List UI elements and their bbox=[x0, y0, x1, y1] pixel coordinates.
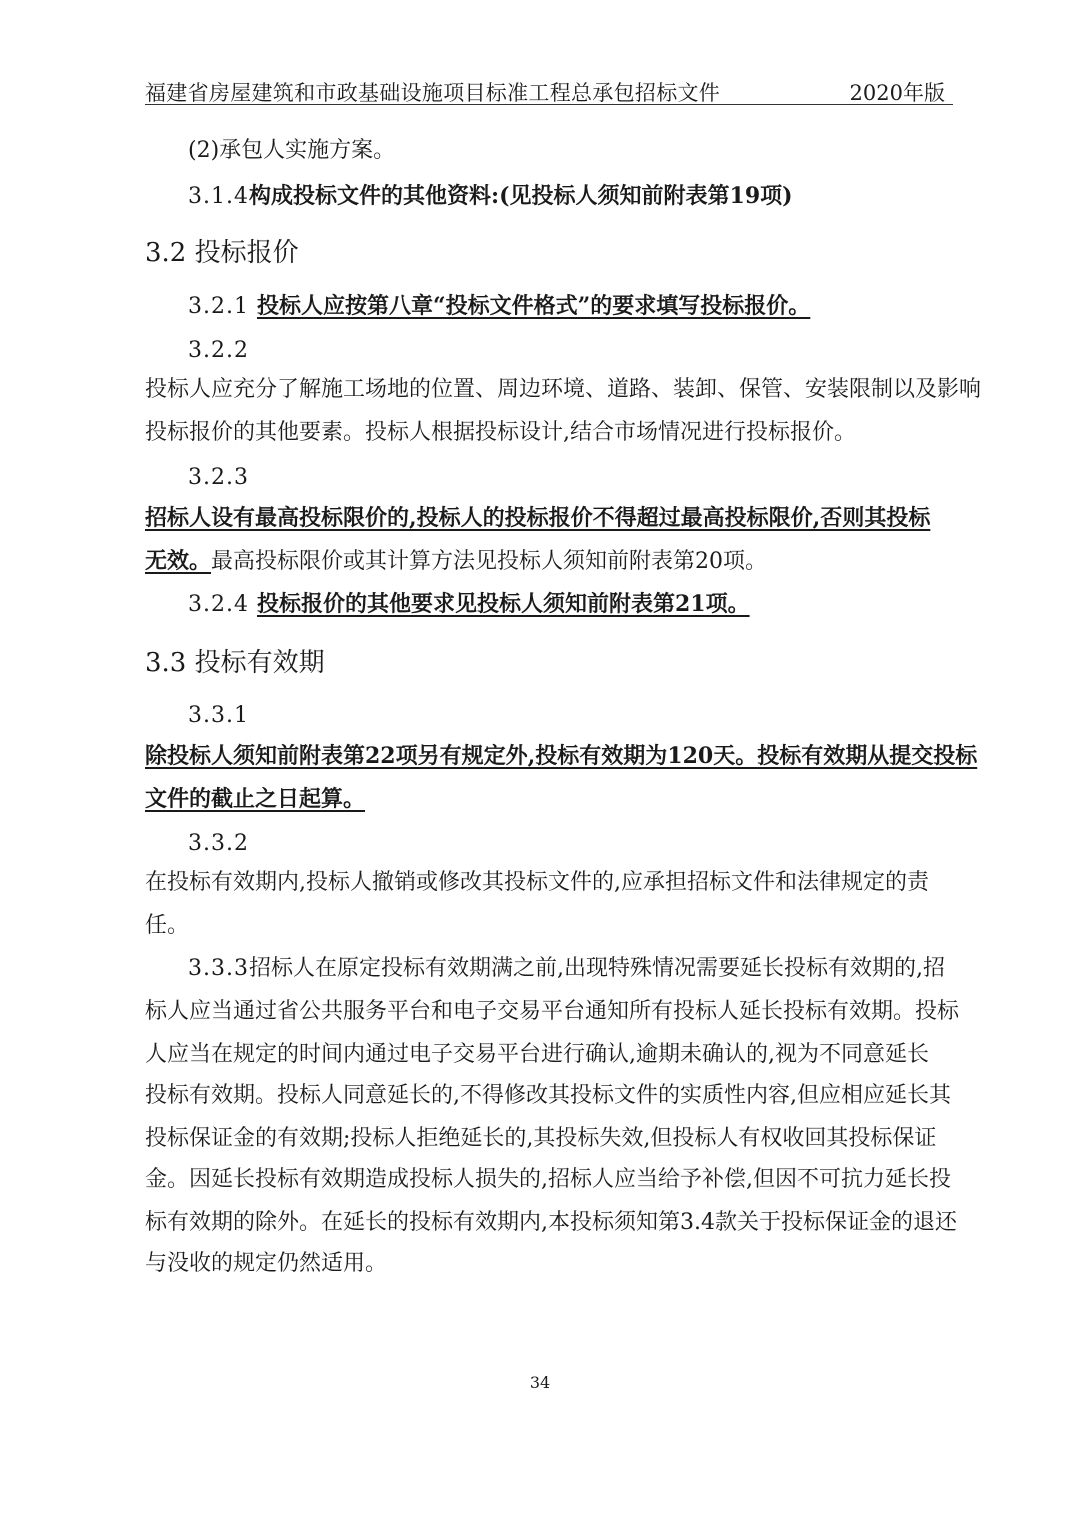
section-heading-3-2: 3.2 投标报价 bbox=[145, 238, 299, 268]
clause-3-2-4 bbox=[188, 589, 750, 620]
page-number: 34 bbox=[529, 1373, 551, 1392]
header-rule bbox=[145, 104, 953, 105]
clause-text: 投标报价的其他要求见投标人须知前附表第21项。 bbox=[256, 591, 750, 617]
clause-3-3-1-line-1: 除投标人须知前附表第22项另有规定外,投标有效期为120天。投标有效期从提交投标 bbox=[145, 743, 978, 769]
clause-3-3-2-line-1: 在投标有效期内,投标人撤销或修改其投标文件的,应承担招标文件和法律规定的责 bbox=[145, 870, 929, 895]
clause-3-3-1-line-2: 文件的截止之日起算。 bbox=[145, 786, 366, 812]
clause-3-3-2-line-2: 任。 bbox=[145, 913, 190, 938]
clause-number-3-3-1: 3.3.1 bbox=[188, 703, 249, 728]
clause-3-1-4 bbox=[188, 181, 793, 212]
clause-3-2-1 bbox=[188, 291, 810, 322]
clause-text: 构成投标文件的其他资料:(见投标人须知前附表第19项) bbox=[248, 183, 793, 209]
paragraph-contractor-plan: (2)承包人实施方案。 bbox=[188, 138, 396, 163]
clause-3-2-2-line-1: 投标人应充分了解施工场地的位置、周边环境、道路、装卸、保管、安装限制以及影响 bbox=[145, 377, 982, 402]
clause-number: 3.2.4 bbox=[188, 592, 257, 617]
clause-3-3-3-line-2: 标人应当通过省公共服务平台和电子交易平台通知所有投标人延长投标有效期。投标 bbox=[145, 999, 960, 1024]
clause-3-3-3-line-3: 人应当在规定的时间内通过电子交易平台进行确认,逾期未确认的,视为不同意延长 bbox=[145, 1042, 929, 1067]
clause-3-3-3-line-4: 投标有效期。投标人同意延长的,不得修改其投标文件的实质性内容,但应相应延长其 bbox=[145, 1083, 951, 1108]
section-heading-3-3: 3.3 投标有效期 bbox=[145, 648, 325, 678]
clause-3-3-3-line-6: 金。因延长投标有效期造成投标人损失的,招标人应当给予补偿,但因不可抗力延长投 bbox=[145, 1167, 951, 1192]
clause-3-3-3-line-5: 投标保证金的有效期;投标人拒绝延长的,其投标失效,但投标人有权收回其投标保证 bbox=[145, 1126, 937, 1151]
clause-number: 3.2.1 bbox=[188, 294, 257, 319]
clause-3-2-3-line-1: 招标人设有最高投标限价的,投标人的投标报价不得超过最高投标限价,否则其投标 bbox=[145, 505, 931, 531]
header-title: 福建省房屋建筑和市政基础设施项目标准工程总承包招标文件 bbox=[145, 81, 721, 105]
clause-number: 3.1.4 bbox=[188, 184, 249, 209]
clause-emphasis: 无效。 bbox=[145, 548, 212, 574]
clause-3-3-3-line-1 bbox=[188, 954, 945, 984]
clause-3-2-3-line-2 bbox=[145, 546, 767, 577]
clause-3-3-3-line-7: 标有效期的除外。在延长的投标有效期内,本投标须知第3.4款关于投标保证金的退还 bbox=[145, 1210, 957, 1235]
clause-number-3-2-2: 3.2.2 bbox=[188, 338, 249, 363]
clause-number: 3.3.3 bbox=[188, 956, 249, 981]
clause-text: 最高投标限价或其计算方法见投标人须知前附表第20项。 bbox=[211, 549, 768, 574]
header-edition: 2020年版 bbox=[849, 81, 945, 105]
page-header bbox=[145, 74, 953, 104]
clause-3-2-2-line-2: 投标报价的其他要素。投标人根据投标设计,结合市场情况进行投标报价。 bbox=[145, 420, 856, 445]
clause-3-3-3-line-8: 与没收的规定仍然适用。 bbox=[145, 1251, 388, 1276]
clause-text: 招标人在原定投标有效期满之前,出现特殊情况需要延长投标有效期的,招 bbox=[248, 956, 945, 981]
clause-text: 投标人应按第八章“投标文件格式”的要求填写投标报价。 bbox=[256, 293, 811, 319]
clause-number-3-3-2: 3.3.2 bbox=[188, 831, 249, 856]
clause-number-3-2-3: 3.2.3 bbox=[188, 465, 249, 490]
